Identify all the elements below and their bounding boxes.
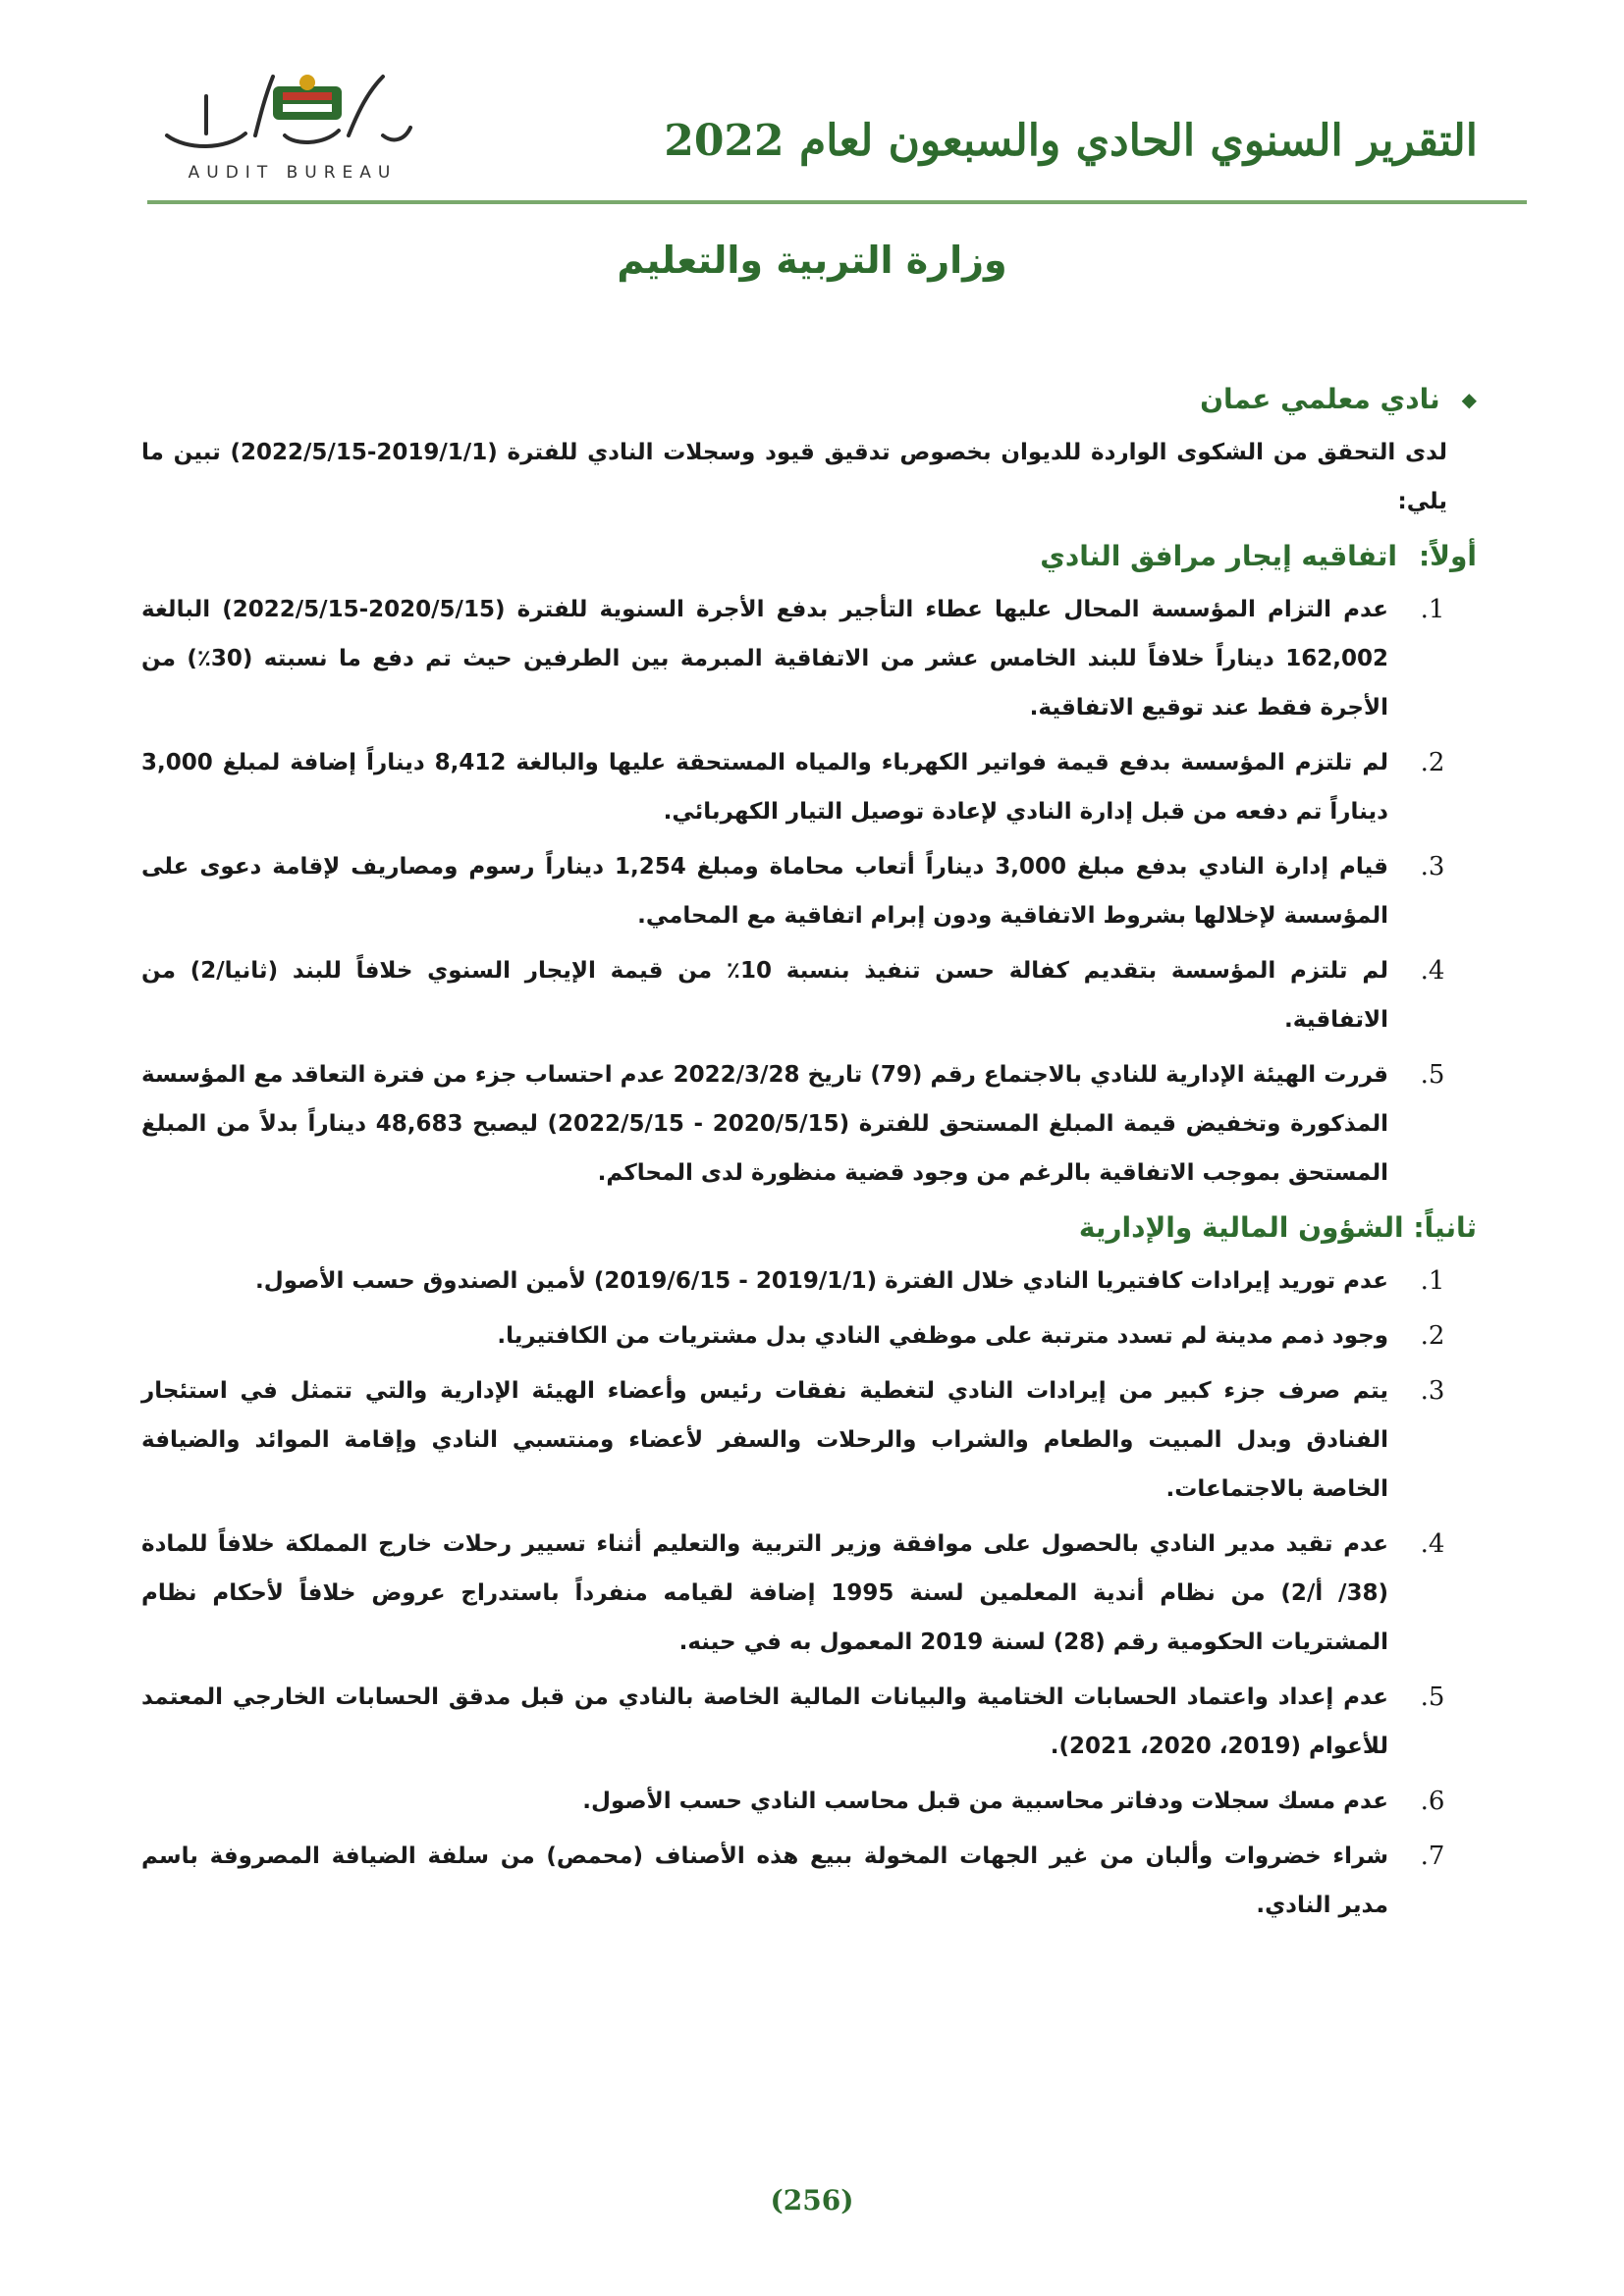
report-title: التقرير السنوي الحادي والسبعون لعام 2022 bbox=[664, 116, 1478, 166]
audit-bureau-logo bbox=[147, 57, 422, 194]
page-header bbox=[147, 57, 1478, 194]
item-text: عدم إعداد واعتماد الحسابات الختامية والبيانات المالية الخاصة بالنادي من قبل مدقق الحسابات الخارجي المعتمد للأعوام (2019، 2020، 2021). bbox=[141, 1684, 1388, 1759]
item-number: 4. bbox=[1420, 956, 1445, 986]
item-number: 4. bbox=[1420, 1529, 1445, 1559]
item-number: 5. bbox=[1420, 1682, 1445, 1712]
list-item bbox=[141, 1311, 1477, 1361]
item-text: عدم تقيد مدير النادي بالحصول على موافقة وزير التربية والتعليم أثناء تسيير رحلات خارج المملكة خلافاً للمادة (38/ أ/2) من نظام أندية المعلمين لسنة 1995 إضافة لقيامه منفرداً باستدراج عروض خلافاً لأحكام نظام المشتريات الحكومية رقم (28) لسنة 2019 المعمول به في حينه. bbox=[141, 1531, 1388, 1655]
list-item bbox=[141, 585, 1477, 732]
item-number: 1. bbox=[1420, 1266, 1445, 1296]
item-text: قررت الهيئة الإدارية للنادي بالاجتماع رقم (79) تاريخ 2022/3/28 عدم احتساب جزء من فترة التعاقد مع المؤسسة المذكورة وتخفيض قيمة المبلغ المستحق للفترة (2020/5/15 - 2022/5/15) ليصبح 48,683 ديناراً بدلاً من المبلغ المستحق بموجب الاتفاقية بالرغم من وجود قضية منظورة لدى المحاكم. bbox=[141, 1062, 1388, 1186]
header-divider bbox=[147, 200, 1527, 204]
item-number: 7. bbox=[1420, 1842, 1445, 1871]
diamond-bullet-icon: ◆ bbox=[1461, 388, 1477, 411]
item-text: عدم توريد إيرادات كافتيريا النادي خلال الفترة (2019/1/1 - 2019/6/15) لأمين الصندوق حسب الأصول. bbox=[255, 1268, 1388, 1294]
item-number: 2. bbox=[1420, 748, 1445, 777]
list-item bbox=[141, 1050, 1477, 1198]
list-item bbox=[141, 1832, 1477, 1930]
item-number: 6. bbox=[1420, 1787, 1445, 1816]
club-heading bbox=[141, 371, 1477, 428]
logo-english-text: AUDIT BUREAU bbox=[188, 163, 398, 183]
item-text: عدم مسك سجلات ودفاتر محاسبية من قبل محاسب النادي حسب الأصول. bbox=[582, 1789, 1388, 1814]
ministry-title: وزارة التربية والتعليم bbox=[617, 239, 1007, 282]
item-number: 3. bbox=[1420, 1376, 1445, 1406]
section-1-prefix: أولاً: bbox=[1418, 540, 1477, 572]
item-number: 3. bbox=[1420, 852, 1445, 881]
section-1-title: اتفاقيه إيجار مرافق النادي bbox=[1040, 540, 1397, 572]
item-text: لم تلتزم المؤسسة بدفع قيمة فواتير الكهرباء والمياه المستحقة عليها والبالغة 8,412 ديناراً إضافة لمبلغ 3,000 ديناراً تم دفعه من قبل إدارة النادي لإعادة توصيل التيار الكهربائي. bbox=[141, 750, 1388, 825]
page-number: (256) bbox=[770, 2184, 854, 2216]
item-text: شراء خضروات وألبان من غير الجهات المخولة ببيع هذه الأصناف (محمص) من سلفة الضيافة المصروفة باسم مدير النادي. bbox=[141, 1843, 1388, 1918]
list-item bbox=[141, 1777, 1477, 1826]
intro-paragraph: لدى التحقق من الشكوى الواردة للديوان بخصوص تدقيق قيود وسجلات النادي للفترة (2019/1/1-2022/5/15) تبين ما يلي: bbox=[141, 440, 1447, 514]
section-1-list bbox=[141, 585, 1477, 1198]
list-item bbox=[141, 1366, 1477, 1514]
item-text: عدم التزام المؤسسة المحال عليها عطاء التأجير بدفع الأجرة السنوية للفترة (2020/5/15-2022/5/15) البالغة 162,002 ديناراً خلافاً للبند الخامس عشر من الاتفاقية المبرمة بين الطرفين حيث تم دفع ما نسبته (30٪) من الأجرة فقط عند توقيع الاتفاقية. bbox=[141, 597, 1389, 721]
list-item bbox=[141, 1520, 1477, 1667]
item-text: وجود ذمم مدينة لم تسدد مترتبة على موظفي النادي بدل مشتريات من الكافتيريا. bbox=[497, 1323, 1388, 1349]
list-item bbox=[141, 842, 1477, 940]
list-item bbox=[141, 1256, 1477, 1306]
item-number: 5. bbox=[1420, 1060, 1445, 1090]
list-item bbox=[141, 946, 1477, 1044]
item-text: قيام إدارة النادي بدفع مبلغ 3,000 ديناراً أتعاب محاماة ومبلغ 1,254 ديناراً رسوم ومصاريف لإقامة دعوى على المؤسسة لإخلالها بشروط الاتفاقية ودون إبرام اتفاقية مع المحامي. bbox=[141, 854, 1388, 929]
item-text: لم تلتزم المؤسسة بتقديم كفالة حسن تنفيذ بنسبة 10٪ من قيمة الإيجار السنوي خلافاً للبند (ثانيا/2) من الاتفاقية. bbox=[141, 958, 1388, 1033]
list-item bbox=[141, 738, 1477, 836]
list-item bbox=[141, 1673, 1477, 1771]
item-number: 1. bbox=[1420, 595, 1445, 624]
item-number: 2. bbox=[1420, 1321, 1445, 1351]
section-1-heading bbox=[141, 532, 1477, 581]
item-text: يتم صرف جزء كبير من إيرادات النادي لتغطية نفقات رئيس وأعضاء الهيئة الإدارية والتي تتمثل في استئجار الفنادق وبدل المبيت والطعام والشراب والرحلات والسفر لأعضاء ومنتسبي النادي وإقامة الموائد والضيافة الخاصة بالاجتماعات. bbox=[141, 1378, 1388, 1502]
report-body bbox=[141, 371, 1477, 1936]
club-heading-text: نادي معلمي عمان bbox=[1200, 383, 1440, 415]
audit-bureau-emblem-icon bbox=[147, 57, 422, 165]
section-2-list bbox=[141, 1256, 1477, 1930]
section-2-heading: ثانياً: الشؤون المالية والإدارية bbox=[1078, 1211, 1477, 1244]
